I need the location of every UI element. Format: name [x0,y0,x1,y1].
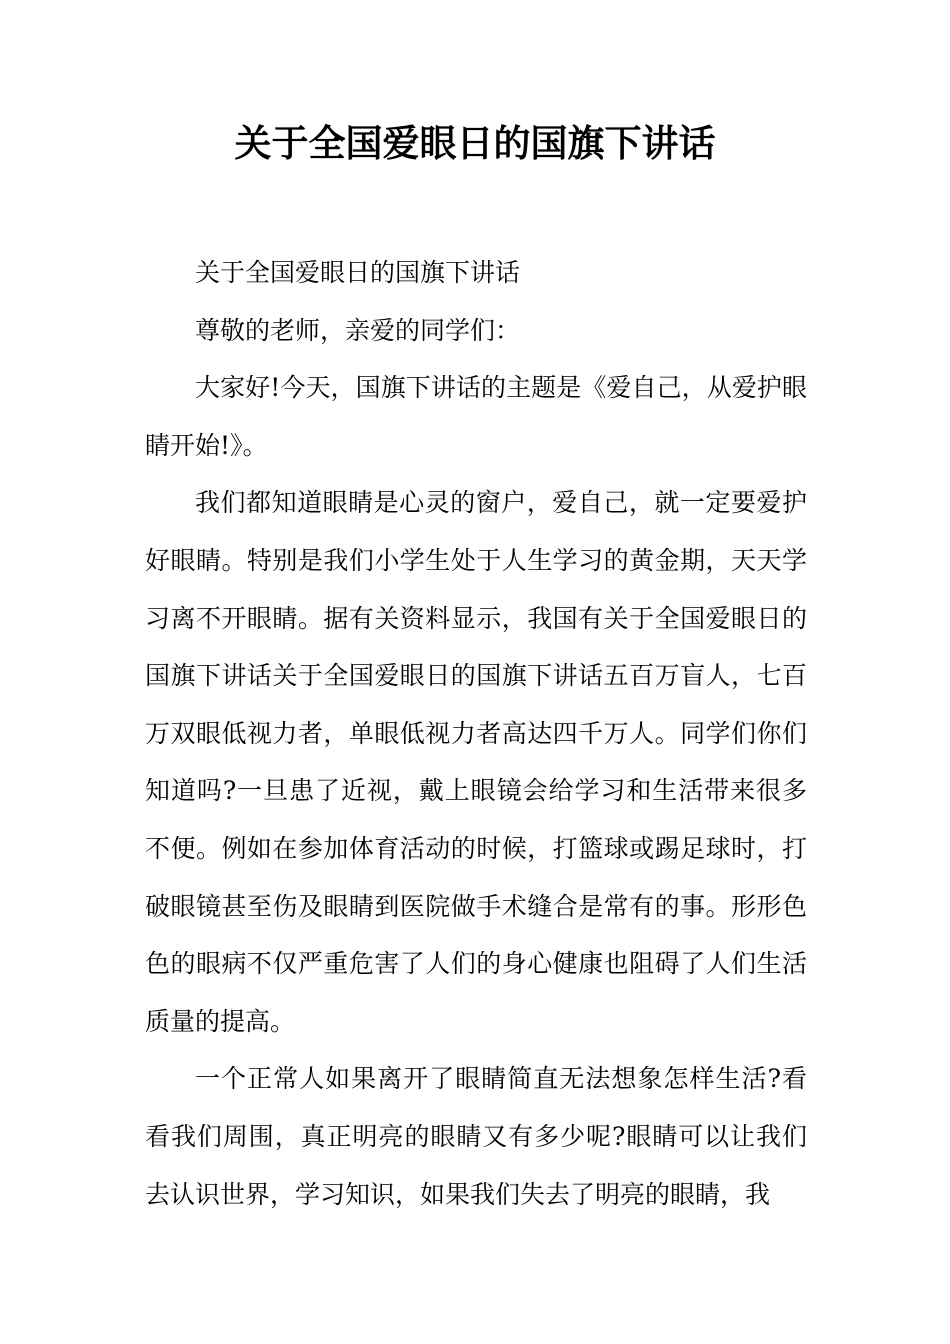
paragraph-salutation: 尊敬的老师，亲爱的同学们： [195,315,521,345]
paragraph-normal-person: 一个正常人如果离开了眼睛简直无法想象怎样生活?看看我们周围，真正明亮的眼睛又有多少呢?眼睛可以让我们去认识世界，学习知识，如果我们失去了明亮的眼睛，我 [145,1064,807,1209]
document-body [145,244,807,1223]
paragraph-heading: 关于全国爱眼日的国旗下讲话 [195,258,521,287]
paragraph-greeting: 大家好!今天，国旗下讲话的主题是《爱自己，从爱护眼睛开始!》。 [145,373,807,460]
document-title: 关于全国爱眼日的国旗下讲话 [234,122,716,165]
paragraph-eyes-importance: 我们都知道眼睛是心灵的窗户，爱自己，就一定要爱护好眼睛。特别是我们小学生处于人生学习的黄金期，天天学习离不开眼睛。据有关资料显示，我国有关于全国爱眼日的国旗下讲话关于全国爱眼日的国旗下讲话五百万盲人，七百万双眼低视力者，单眼低视力者高达四千万人。同学们你们知道吗?一旦患了近视，戴上眼镜会给学习和生活带来很多不便。例如在参加体育活动的时候，打篮球或踢足球时，打破眼镜甚至伤及眼睛到医院做手术缝合是常有的事。形形色色的眼病不仅严重危害了人们的身心健康也阻碍了人们生活质量的提高。 [145,488,807,1036]
